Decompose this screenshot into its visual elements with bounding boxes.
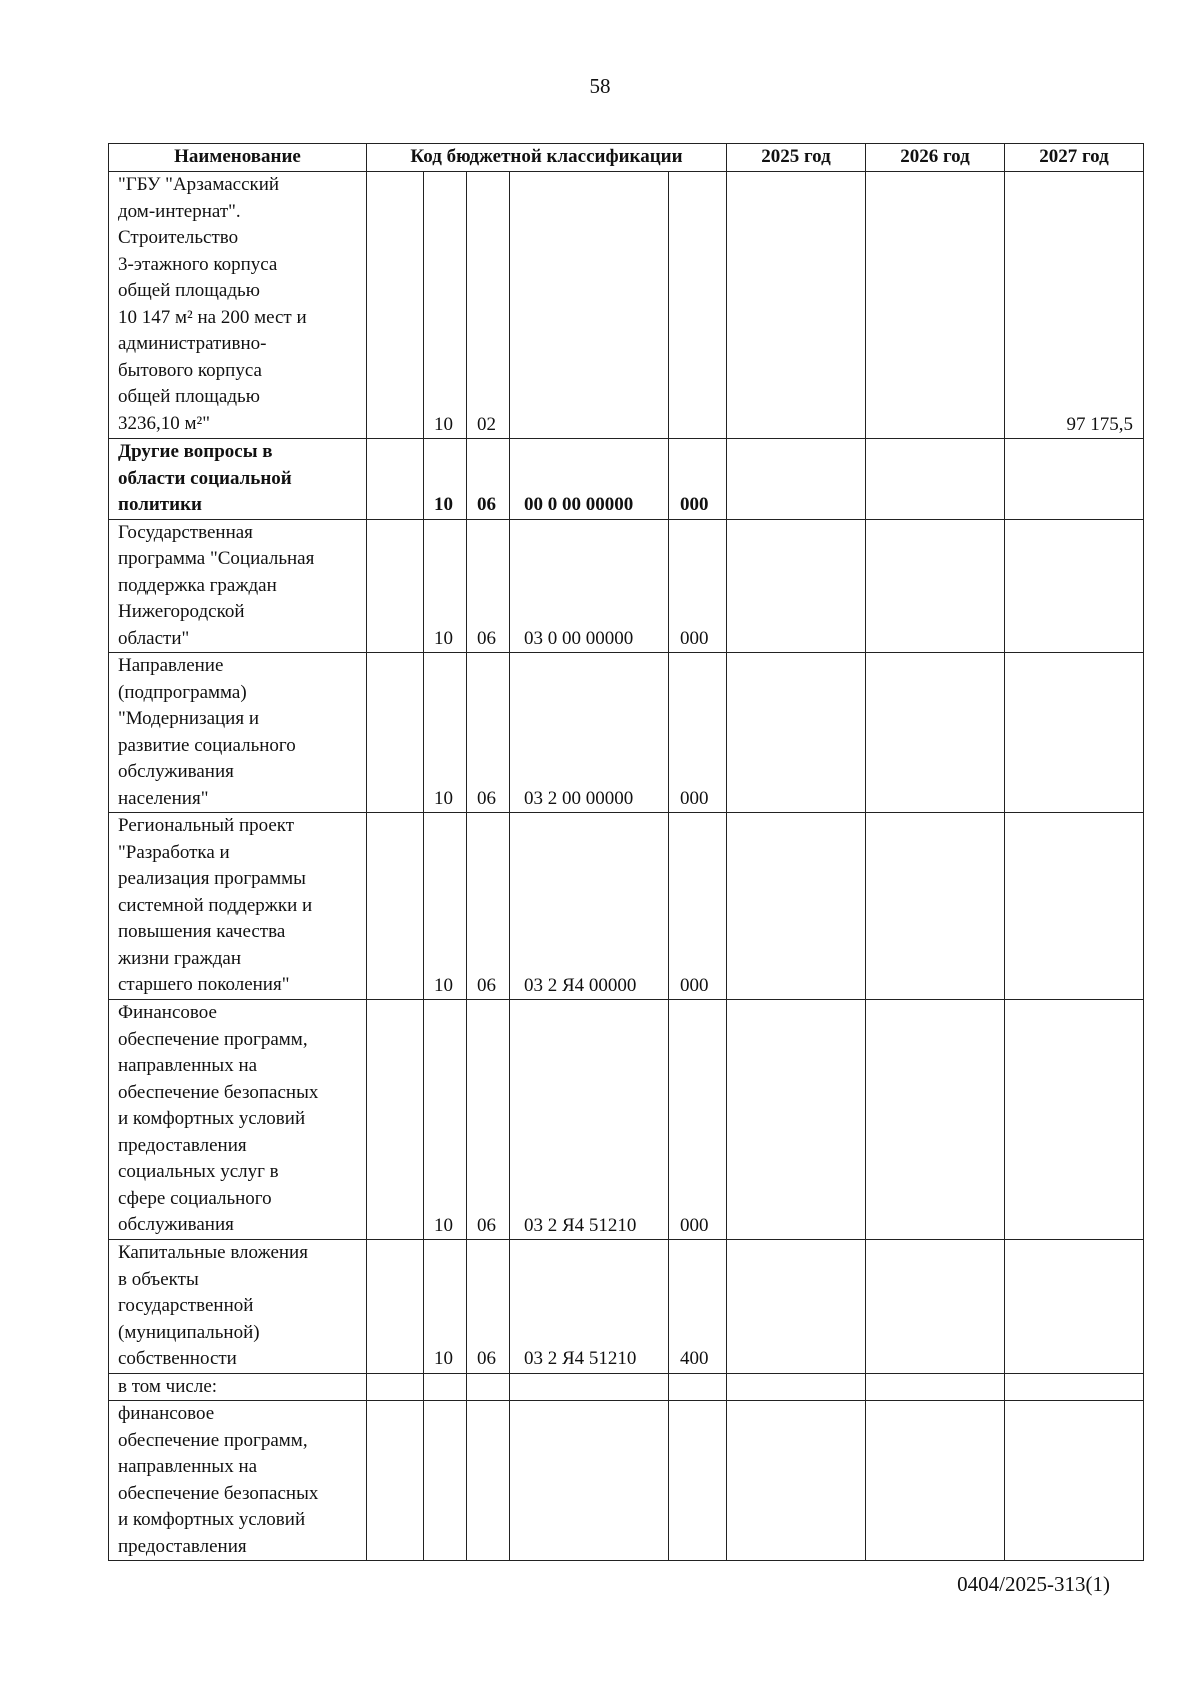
- cell-article: 03 0 00 00000: [510, 519, 669, 653]
- cell-2026: [866, 813, 1005, 1000]
- cell-blank: [367, 653, 424, 813]
- cell-2026: [866, 519, 1005, 653]
- cell-2027: [1005, 1240, 1144, 1374]
- cell-2026: [866, 653, 1005, 813]
- cell-article: [510, 1401, 669, 1561]
- cell-section: [424, 1373, 467, 1401]
- cell-article: 03 2 Я4 51210: [510, 1240, 669, 1374]
- cell-expense-type: [669, 172, 727, 439]
- row-name: финансовое обеспечение программ, направленных на обеспечение безопасных и комфортных условий предоставления: [109, 1401, 367, 1561]
- header-2025: 2025 год: [727, 144, 866, 172]
- cell-2026: [866, 1240, 1005, 1374]
- cell-2025: [727, 653, 866, 813]
- cell-2027: [1005, 439, 1144, 520]
- cell-section: [424, 1401, 467, 1561]
- cell-blank: [367, 519, 424, 653]
- cell-blank: [367, 439, 424, 520]
- cell-article: 03 2 Я4 00000: [510, 813, 669, 1000]
- header-2026: 2026 год: [866, 144, 1005, 172]
- header-code: Код бюджетной классификации: [367, 144, 727, 172]
- cell-2025: [727, 1401, 866, 1561]
- cell-article: 03 2 00 00000: [510, 653, 669, 813]
- table-row: [109, 813, 1144, 1000]
- cell-2025: [727, 1000, 866, 1240]
- table-row: [109, 172, 1144, 439]
- cell-article: [510, 172, 669, 439]
- cell-2027: [1005, 1373, 1144, 1401]
- row-name: "ГБУ "Арзамасский дом-интернат". Строительство 3-этажного корпуса общей площадью 10 147 м² на 200 мест и административно- бытового корпуса общей площадью 3236,10 м²": [109, 172, 367, 439]
- cell-section: 10: [424, 813, 467, 1000]
- cell-section: 10: [424, 1240, 467, 1374]
- cell-2027: [1005, 1000, 1144, 1240]
- cell-article: [510, 1373, 669, 1401]
- cell-expense-type: 000: [669, 439, 727, 520]
- cell-section: 10: [424, 172, 467, 439]
- cell-subsection: [467, 1401, 510, 1561]
- page-number: 58: [589, 74, 611, 98]
- cell-2027: [1005, 813, 1144, 1000]
- cell-subsection: 02: [467, 172, 510, 439]
- cell-expense-type: 000: [669, 653, 727, 813]
- cell-section: 10: [424, 439, 467, 520]
- cell-section: 10: [424, 519, 467, 653]
- cell-subsection: 06: [467, 1240, 510, 1374]
- table-row: [109, 1000, 1144, 1240]
- header-2027: 2027 год: [1005, 144, 1144, 172]
- cell-blank: [367, 1240, 424, 1374]
- cell-2025: [727, 1373, 866, 1401]
- row-name: Региональный проект "Разработка и реализация программы системной поддержки и повышения качества жизни граждан старшего поколения": [109, 813, 367, 1000]
- table-row: [109, 439, 1144, 520]
- cell-subsection: [467, 1373, 510, 1401]
- document-code: 0404/2025-313(1): [957, 1572, 1110, 1596]
- cell-blank: [367, 1000, 424, 1240]
- cell-2027: [1005, 653, 1144, 813]
- cell-2026: [866, 1000, 1005, 1240]
- cell-2027: [1005, 519, 1144, 653]
- table-row: [109, 1240, 1144, 1374]
- cell-blank: [367, 1401, 424, 1561]
- cell-2025: [727, 439, 866, 520]
- cell-subsection: 06: [467, 1000, 510, 1240]
- cell-section: 10: [424, 653, 467, 813]
- table-row: [109, 519, 1144, 653]
- cell-article: 03 2 Я4 51210: [510, 1000, 669, 1240]
- row-name: Государственная программа "Социальная поддержка граждан Нижегородской области": [109, 519, 367, 653]
- cell-article: 00 0 00 00000: [510, 439, 669, 520]
- cell-2026: [866, 439, 1005, 520]
- cell-expense-type: 400: [669, 1240, 727, 1374]
- table-body: [109, 172, 1144, 1561]
- cell-expense-type: [669, 1401, 727, 1561]
- row-name: Финансовое обеспечение программ, направленных на обеспечение безопасных и комфортных условий предоставления социальных услуг в сфере социального обслуживания: [109, 1000, 367, 1240]
- table-header-row: [109, 144, 1144, 172]
- cell-2025: [727, 813, 866, 1000]
- header-name: Наименование: [109, 144, 367, 172]
- cell-blank: [367, 1373, 424, 1401]
- cell-2025: [727, 172, 866, 439]
- cell-expense-type: 000: [669, 813, 727, 1000]
- cell-expense-type: 000: [669, 1000, 727, 1240]
- budget-table: [108, 143, 1144, 1561]
- row-name: Другие вопросы в области социальной политики: [109, 439, 367, 520]
- cell-2027: [1005, 1401, 1144, 1561]
- table-row: [109, 1373, 1144, 1401]
- cell-2025: [727, 1240, 866, 1374]
- row-name: Направление (подпрограмма) "Модернизация и развитие социального обслуживания населения": [109, 653, 367, 813]
- cell-subsection: 06: [467, 813, 510, 1000]
- cell-2026: [866, 172, 1005, 439]
- table-row: [109, 1401, 1144, 1561]
- cell-expense-type: 000: [669, 519, 727, 653]
- cell-blank: [367, 813, 424, 1000]
- cell-subsection: 06: [467, 519, 510, 653]
- cell-blank: [367, 172, 424, 439]
- cell-section: 10: [424, 1000, 467, 1240]
- cell-subsection: 06: [467, 439, 510, 520]
- cell-expense-type: [669, 1373, 727, 1401]
- cell-2027: 97 175,5: [1005, 172, 1144, 439]
- cell-2025: [727, 519, 866, 653]
- row-name: Капитальные вложения в объекты государственной (муниципальной) собственности: [109, 1240, 367, 1374]
- cell-2026: [866, 1401, 1005, 1561]
- table-row: [109, 653, 1144, 813]
- cell-2026: [866, 1373, 1005, 1401]
- cell-subsection: 06: [467, 653, 510, 813]
- row-name: в том числе:: [109, 1373, 367, 1401]
